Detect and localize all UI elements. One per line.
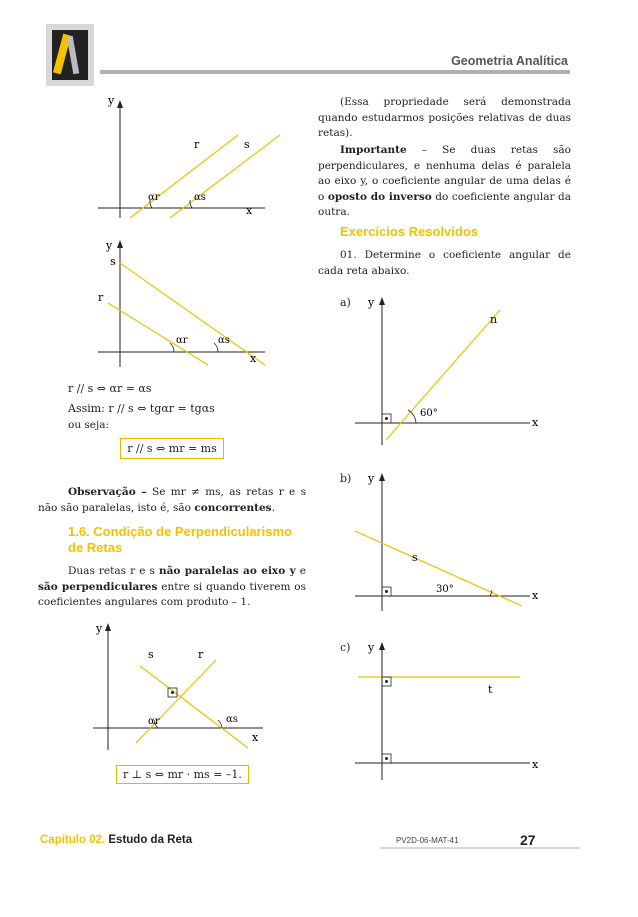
label-alpha-s: αs: [226, 714, 238, 725]
axis-x-label: x: [250, 352, 257, 365]
footer-chapter: Capítulo 02. Estudo da Reta: [40, 834, 193, 846]
axis-x-label: x: [252, 731, 259, 744]
axis-y-label: y: [108, 94, 115, 107]
graph-exercise-a: [350, 290, 550, 450]
label-alpha-r: αr: [148, 192, 160, 203]
perp-paragraph: Duas retas r e s não paralelas ao eixo y e são perpendiculares entre si quando tiverem os coeficientes angulares com produto – 1.: [38, 565, 307, 608]
section-title-perpendicular: 1.6. Condição de Perpendicularismo de Retas: [68, 524, 292, 555]
footer-code: PV2D-06-MAT-41: [396, 836, 459, 845]
label-r: r: [198, 648, 204, 661]
axis-y-label: y: [96, 622, 103, 635]
label-alpha-r: αr: [176, 335, 188, 346]
right-importante: Importante – Se duas retas são perpendiculares, e nenhuma delas é paralela ao eixo y, o coeficiente angular de uma delas é o oposto do inverso do coeficiente angular da outra.: [318, 144, 572, 218]
line-s: [140, 666, 248, 748]
exercise-b-label: b): [340, 472, 352, 485]
label-alpha-s: αs: [194, 192, 206, 203]
line-n: [386, 310, 500, 440]
axis-x-label: x: [246, 204, 253, 217]
axis-y-label: y: [368, 296, 375, 309]
label-alpha-r: αr: [148, 716, 160, 727]
axis-x-label: x: [532, 589, 539, 602]
exercise-a-label: a): [340, 296, 351, 309]
line-r: [130, 135, 238, 218]
graph-parallel-2: [90, 235, 290, 370]
axis-y-label: y: [368, 641, 375, 654]
exercicios-heading: Exercícios Resolvidos: [340, 224, 479, 239]
angle-label: 60°: [420, 408, 438, 419]
right-paragraph-1: (Essa propriedade será demonstrada quando estudarmos posições relativas de duas retas).: [318, 96, 571, 139]
eq-ou-seja: ou seja:: [68, 419, 110, 431]
graph-parallel-1: [90, 90, 290, 220]
footer-page-number: 27: [520, 832, 536, 848]
label-t: t: [488, 683, 493, 696]
label-n: n: [490, 313, 498, 326]
boxed-parallel-slopes: r // s ⇔ mr = ms: [120, 438, 224, 460]
line-s: [120, 263, 265, 365]
header-logo-icon: [40, 20, 100, 90]
eq-parallel-angles: r // s ⇔ αr = αs: [68, 382, 152, 395]
graph-exercise-c: [350, 635, 550, 785]
label-r: r: [194, 138, 200, 151]
label-alpha-s: αs: [218, 335, 230, 346]
label-s: s: [244, 138, 250, 151]
boxed-perpendicular: r ⊥ s ⇔ mr · ms = –1.: [116, 765, 249, 784]
axis-y-label: y: [106, 239, 113, 252]
label-s: s: [148, 648, 154, 661]
axis-x-label: x: [532, 416, 539, 429]
obs-label: Observação –: [68, 486, 147, 498]
angle-label: 30°: [436, 584, 454, 595]
left-equations: [38, 381, 306, 459]
footer-divider: [380, 846, 580, 854]
question-1: 01. Determine o coeficiente angular de cada reta abaixo.: [318, 249, 571, 277]
obs-bold: concorrentes: [194, 501, 272, 514]
exercise-c-label: c): [340, 641, 351, 654]
label-s: s: [110, 255, 116, 268]
obs-text: Se mr ≠ ms, as retas r e s não são paralelas, isto é, são: [38, 486, 307, 514]
header-title: Geometria Analítica: [451, 54, 568, 68]
line-s: [170, 135, 280, 218]
header-bar: [100, 70, 570, 74]
graph-perpendicular: [88, 618, 288, 753]
boxed-perpendicular-wrap: [116, 763, 249, 784]
axis-y-label: y: [368, 472, 375, 485]
label-s: s: [412, 551, 418, 564]
eq-parallel-tangents: Assim: r // s ⇔ tgαr = tgαs: [68, 401, 215, 415]
graph-exercise-b: [350, 466, 550, 616]
line-r: [108, 303, 208, 365]
axis-x-label: x: [532, 758, 539, 771]
observacao-paragraph: Observação – Se mr ≠ ms, as retas r e s não são paralelas, isto é, são concorrentes.: [38, 486, 307, 514]
label-r: r: [98, 291, 104, 304]
